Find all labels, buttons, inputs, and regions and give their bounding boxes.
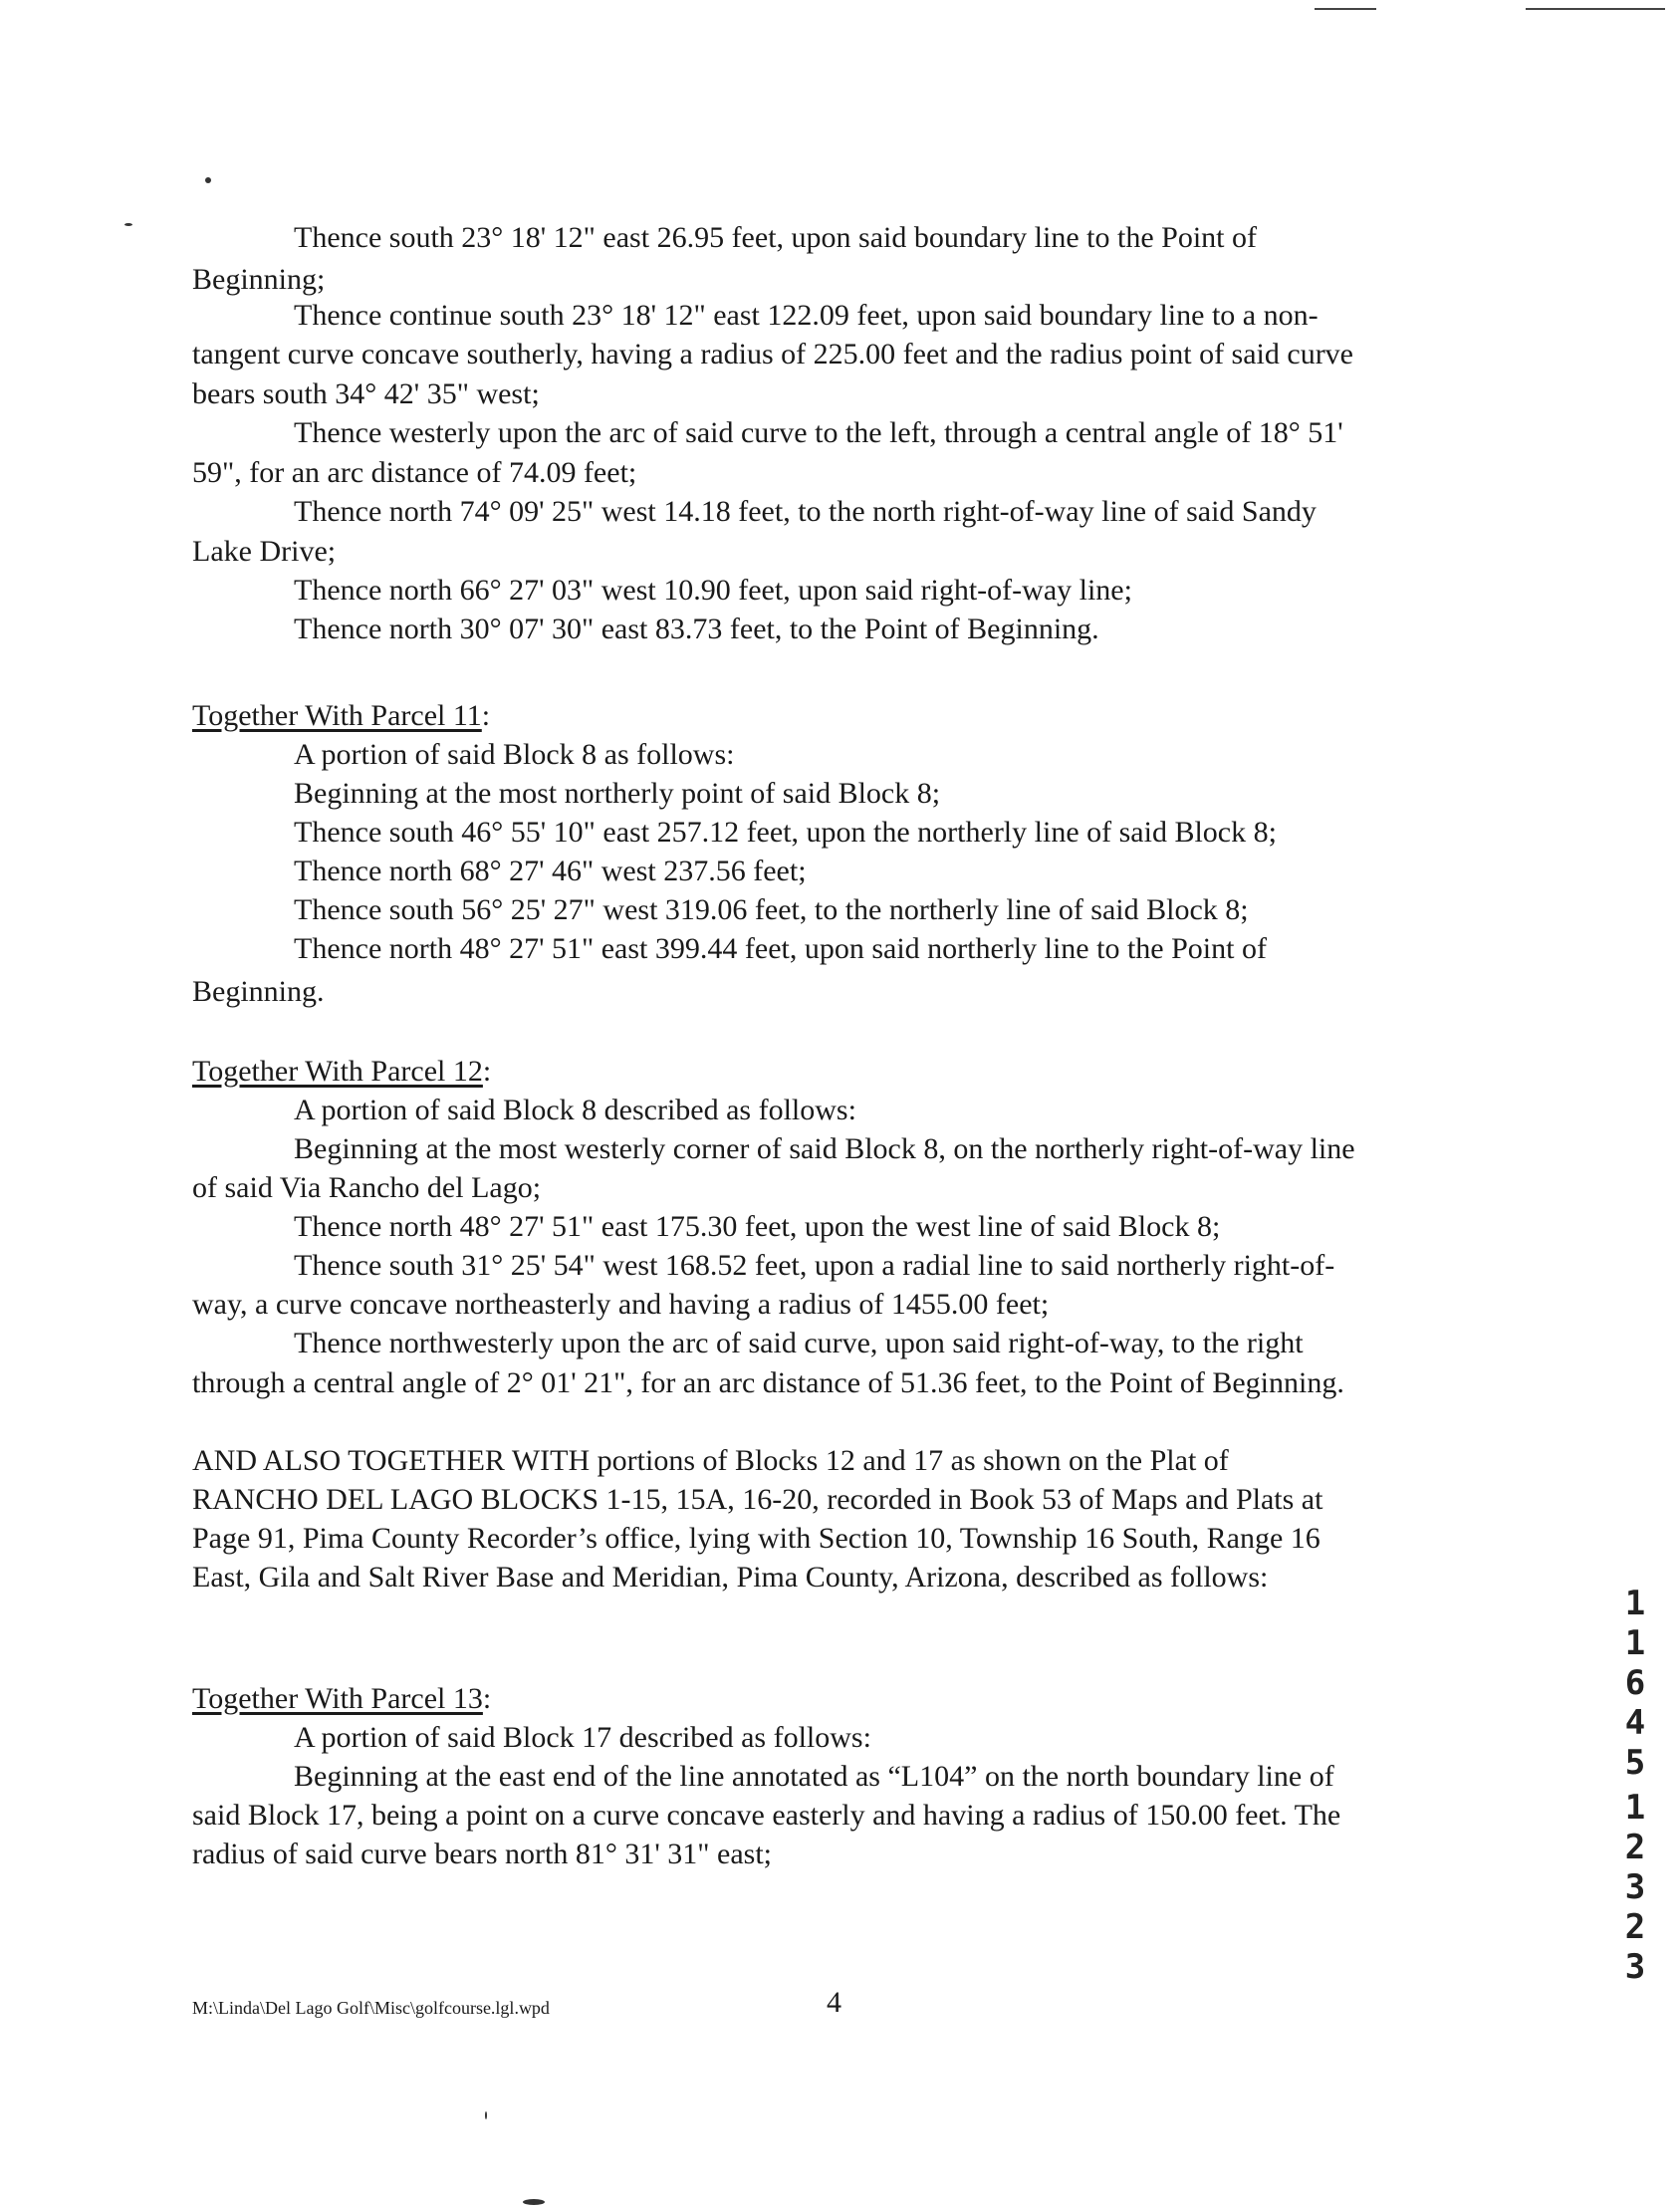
body-line: tangent curve concave southerly, having a radius of 225.00 feet and the radius point of said curve xyxy=(192,338,1354,370)
body-line: Page 91, Pima County Recorder’s office, lying with Section 10, Township 16 South, Range 16 xyxy=(192,1522,1320,1555)
parcel-11-heading xyxy=(192,697,490,735)
recording-stamp-lower-text: 1 2 3 2 3 xyxy=(1624,1788,1646,1987)
body-line: Thence south 56° 25' 27" west 319.06 feet, to the northerly line of said Block 8; xyxy=(294,893,1249,926)
body-line: Beginning at the east end of the line annotated as “L104” on the north boundary line of xyxy=(294,1760,1334,1793)
parcel-13-heading-text: Together With Parcel 13 xyxy=(192,1682,483,1715)
body-line: Thence westerly upon the arc of said curve to the left, through a central angle of 18° 51' xyxy=(294,416,1343,449)
body-line: 59", for an arc distance of 74.09 feet; xyxy=(192,456,637,489)
recording-stamp-upper-text: 1 1 6 4 5 xyxy=(1624,1584,1646,1783)
parcel-13-heading-colon: : xyxy=(482,1682,492,1715)
body-line: Thence south 23° 18' 12" east 26.95 feet, upon said boundary line to the Point of xyxy=(294,221,1257,254)
body-line: said Block 17, being a point on a curve concave easterly and having a radius of 150.00 feet. The xyxy=(192,1799,1341,1832)
body-line: Thence north 68° 27' 46" west 237.56 feet; xyxy=(294,855,807,887)
parcel-11-heading-colon: : xyxy=(481,699,491,732)
parcel-13-heading xyxy=(192,1680,491,1718)
body-line: Thence south 31° 25' 54" west 168.52 feet, upon a radial line to said northerly right-of- xyxy=(294,1249,1335,1282)
body-line: A portion of said Block 8 as follows: xyxy=(294,738,735,771)
body-line: A portion of said Block 8 described as follows: xyxy=(294,1094,856,1126)
body-line: Beginning. xyxy=(192,975,325,1008)
body-line: radius of said curve bears north 81° 31' 31" east; xyxy=(192,1838,772,1870)
body-line: Lake Drive; xyxy=(192,535,337,568)
parcel-12-heading-text: Together With Parcel 12 xyxy=(192,1055,483,1088)
body-line: Thence continue south 23° 18' 12" east 122.09 feet, upon said boundary line to a non- xyxy=(294,299,1319,332)
recording-stamp-upper xyxy=(1615,1584,1655,1783)
body-line: Beginning; xyxy=(192,263,326,296)
footer-file-path: M:\Linda\Del Lago Golf\Misc\golfcourse.lgl.wpd xyxy=(192,1998,550,2018)
scan-rule-top-mid xyxy=(1315,8,1376,10)
scan-speck xyxy=(523,2199,545,2205)
scan-speck xyxy=(205,177,211,183)
body-line: Thence north 48° 27' 51" east 175.30 feet, upon the west line of said Block 8; xyxy=(294,1210,1221,1243)
body-line: way, a curve concave northeasterly and having a radius of 1455.00 feet; xyxy=(192,1288,1050,1321)
body-line: RANCHO DEL LAGO BLOCKS 1-15, 15A, 16-20, recorded in Book 53 of Maps and Plats at xyxy=(192,1483,1323,1516)
body-line: Thence northwesterly upon the arc of said curve, upon said right-of-way, to the right xyxy=(294,1327,1304,1359)
parcel-11-heading-text: Together With Parcel 11 xyxy=(192,699,482,732)
body-line: AND ALSO TOGETHER WITH portions of Blocks 12 and 17 as shown on the Plat of xyxy=(192,1444,1229,1477)
scan-rule-top-right xyxy=(1526,8,1665,10)
body-line: Thence north 66° 27' 03" west 10.90 feet, upon said right-of-way line; xyxy=(294,574,1132,607)
body-line: Beginning at the most westerly corner of said Block 8, on the northerly right-of-way line xyxy=(294,1132,1355,1165)
body-line: A portion of said Block 17 described as follows: xyxy=(294,1721,871,1754)
body-line: bears south 34° 42' 35" west; xyxy=(192,377,540,410)
page-number: 4 xyxy=(827,1986,841,2019)
body-line: Thence north 30° 07' 30" east 83.73 feet, to the Point of Beginning. xyxy=(294,613,1099,645)
body-line: Beginning at the most northerly point of said Block 8; xyxy=(294,777,941,810)
parcel-12-heading xyxy=(192,1053,491,1091)
body-line: of said Via Rancho del Lago; xyxy=(192,1171,542,1204)
scan-speck xyxy=(124,223,132,226)
recording-stamp-lower xyxy=(1615,1788,1655,1987)
scan-speck xyxy=(485,2111,487,2119)
body-line: Thence north 48° 27' 51" east 399.44 feet, upon said northerly line to the Point of xyxy=(294,932,1267,965)
body-line: Thence south 46° 55' 10" east 257.12 feet, upon the northerly line of said Block 8; xyxy=(294,816,1277,849)
body-line: East, Gila and Salt River Base and Meridian, Pima County, Arizona, described as follows: xyxy=(192,1561,1269,1594)
body-line: through a central angle of 2° 01' 21", for an arc distance of 51.36 feet, to the Point of Beginning. xyxy=(192,1366,1344,1399)
parcel-12-heading-colon: : xyxy=(482,1055,492,1088)
body-line: Thence north 74° 09' 25" west 14.18 feet, to the north right-of-way line of said Sandy xyxy=(294,495,1317,528)
